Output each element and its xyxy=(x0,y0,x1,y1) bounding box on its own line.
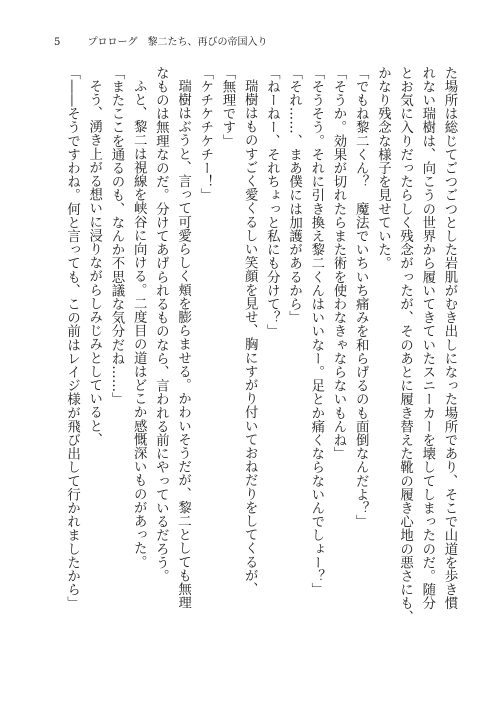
running-header xyxy=(54,36,268,50)
text-line: そう、湧き上がる想いに浸りながらしみじみとしていると、 xyxy=(86,79,102,447)
text-line: かなり残念な様子を見せていた。 xyxy=(375,66,391,270)
chapter-title: プロローグ 黎二たち、再びの帝国入り xyxy=(87,37,268,48)
text-line: 「そうそう。それに引き換え黎二くんはいいなー。足とか痛くならないんでしょー？」 xyxy=(308,66,324,597)
text-line: 「でもね黎二くん？ 魔法でいちいち痛みを和らげるのも面倒なんだよ？」 xyxy=(353,66,369,529)
text-line: 「またここを通るのも、なんか不思議な気分だね……」 xyxy=(108,66,124,406)
text-line: とお気に入りだったらしく残念がったが、そのあとに履き替えた靴の履き心地の悪さにも、 xyxy=(397,66,413,624)
text-line: 「そうか。効果が切れたらまた術を使わなきゃならないもんね」 xyxy=(330,66,346,461)
text-line: 「――そうですわね。何と言っても、この前はレイジ様が飛び出して行かれましたから」 xyxy=(64,66,80,610)
text-line: 瑞樹はものすごく愛くるしい笑顔を見せ、胸にすがり付いておねだりをしてくるが、 xyxy=(242,79,258,597)
text-line: 「無理です」 xyxy=(219,66,235,148)
vertical-body-text xyxy=(60,66,460,662)
text-line: た場所は総じてごつごつとした岩肌がむき出しになった場所であり、そこで山道を歩き慣 xyxy=(442,66,457,610)
text-line: 「ケチケチケチー！」 xyxy=(197,66,213,202)
text-line: 瑞樹はぶうと、言って可愛らしく頬を膨らませる。かわいそうだが、黎二としても無理 xyxy=(175,79,191,610)
text-line: 「ねーねー、それちょっと私にも分けて？」 xyxy=(264,66,280,338)
text-line: れない瑞樹は、向こうの世界から履いてきていたスニーカーを壊してしまったのだ。随分 xyxy=(419,66,435,610)
text-line: なものは無理なのだ。分けてあげられるものなら、言われる前にやっているだろう。 xyxy=(153,66,169,583)
text-line: ふと、黎二は視線を峡谷に向ける。二度目の道はどこか感慨深いものがあった。 xyxy=(131,79,147,569)
text-line: 「それ……、まあ僕には加護があるから」 xyxy=(286,66,302,325)
page-number: 5 xyxy=(54,37,61,48)
